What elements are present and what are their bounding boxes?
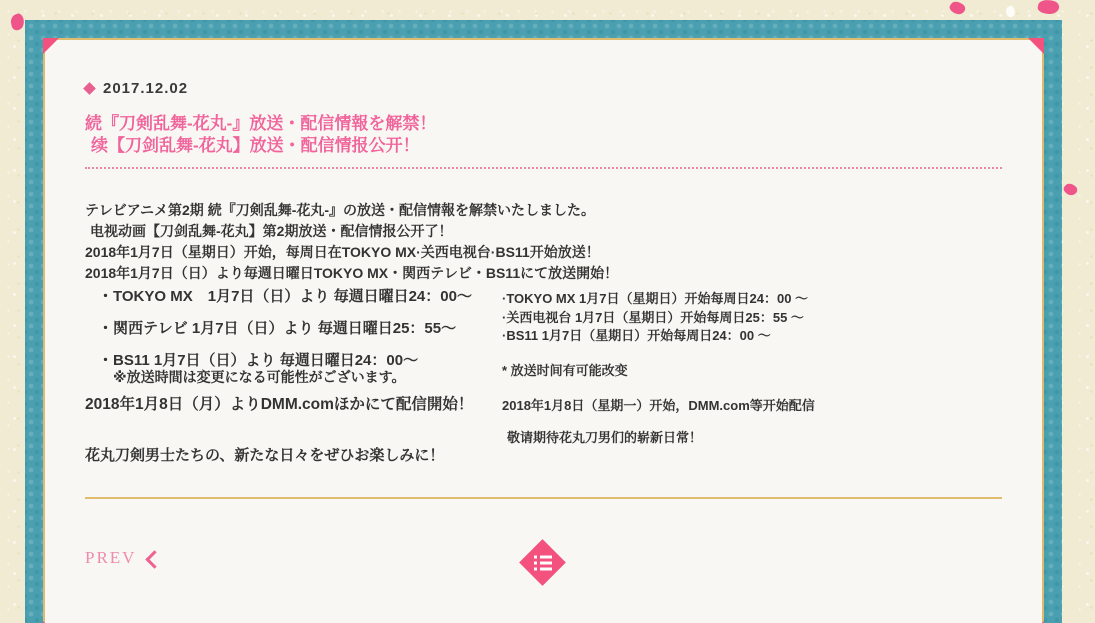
closing-line-zh: 敬请期待花丸刀男们的崭新日常！ [507,430,703,445]
polka-dot-frame [25,20,1062,623]
prev-link[interactable] [85,548,161,568]
station-line: ·关西电视台 1月7日（星期日）开始每周日25：55 ～ [502,309,804,325]
station-line: ·TOKYO MX 1月7日（星期日）开始每周日24：00 ～ [502,291,809,306]
sakura-petal-icon [9,13,25,31]
list-icon [534,555,552,571]
diamond-bullet-icon [83,82,96,95]
news-date: 2017.12.02 [103,80,189,97]
intro-line: 电视动画【刀剑乱舞-花丸】第2期放送・配信情报公开了！ [90,223,453,239]
corner-ribbon-icon [43,38,59,54]
intro-line: 2018年1月7日（日）より毎週日曜日TOKYO MX・関西テレビ・BS11にて放送開始！ [85,265,619,281]
broadcast-note-ja: ※放送時間は変更になる可能性がございます。 [113,369,406,385]
closing-line-ja: 花丸刀剣男士たちの、新たな日々をぜひお楽しみに！ [85,447,445,464]
news-title-zh: 续【刀剑乱舞-花丸】放送・配信情报公开！ [91,136,420,155]
sakura-petal-icon [948,0,967,17]
chevron-left-icon [146,550,164,568]
station-line: ·BS11 1月7日（星期日）开始每周日24：00 ～ [502,328,771,343]
stream-info-zh: 2018年1月8日（星期一）开始，DMM.com等开始配信 [502,398,815,413]
prev-label: PREV [85,548,137,567]
news-date-row [85,80,188,97]
broadcast-note-zh: * 放送时间有可能改变 [502,363,628,378]
corner-ribbon-icon [1028,38,1044,54]
intro-line: テレビアニメ第2期 続『刀剣乱舞-花丸-』の放送・配信情報を解禁いたしました。 [85,202,596,218]
news-list-button[interactable] [519,539,566,586]
news-article-card [43,38,1044,623]
station-line: ・BS11 1月7日（日）より 毎週日曜日24：00～ [98,352,419,369]
intro-paragraph [85,200,618,284]
intro-line: 2018年1月7日（星期日）开始，每周日在TOKYO MX·关西电视台·BS11开始放送！ [85,244,600,260]
stream-info-ja: 2018年1月8日（月）よりDMM.comほかにて配信開始！ [85,396,474,413]
sakura-petal-icon [1037,0,1060,16]
sakura-petal-icon [1004,5,1016,18]
news-title [85,113,436,157]
gold-separator [85,497,1002,499]
station-line: ・TOKYO MX 1月7日（日）より 毎週日曜日24：00～ [98,288,472,305]
sakura-petal-icon [1062,181,1079,198]
dotted-separator [85,167,1002,169]
broadcast-list-zh [502,290,808,346]
news-title-ja: 続『刀剣乱舞-花丸-』放送・配信情報を解禁！ [85,114,437,133]
station-line: ・関西テレビ 1月7日（日）より 毎週日曜日25：55～ [98,320,457,337]
